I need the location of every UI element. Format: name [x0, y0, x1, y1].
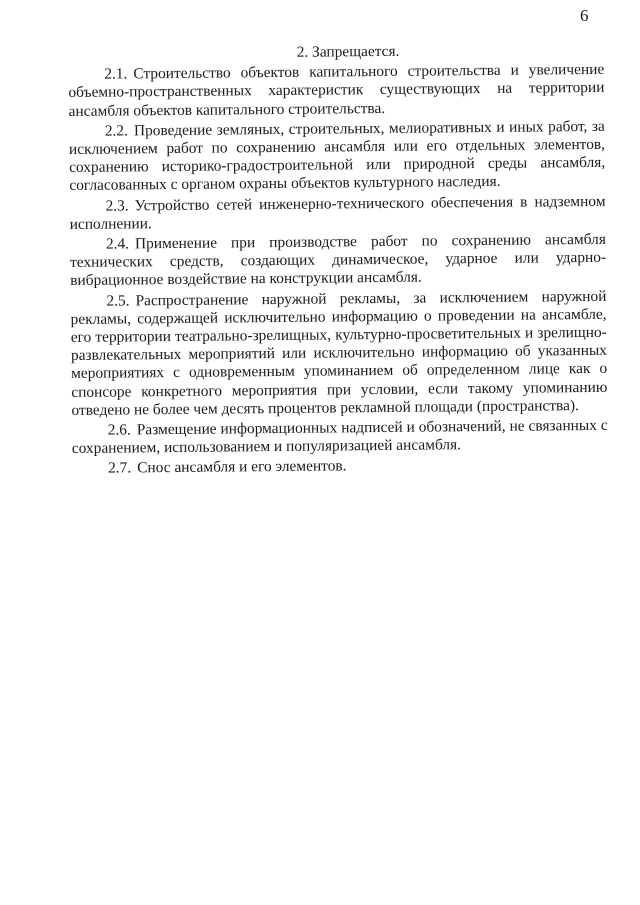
item-text: Устройство сетей инженерно-технического обеспечения в надземном исполнении. — [69, 192, 606, 233]
item-number: 2.5. — [106, 292, 130, 310]
item-text: Применение при производстве работ по сохранению ансамбля технических средств, создающих динамическое, ударное или ударно-вибрационное воздействие на конструкции ансамбля. — [69, 230, 607, 290]
list-item-2-7 — [72, 455, 608, 478]
list-item-2-6 — [72, 417, 608, 459]
list-item-2-1 — [68, 61, 604, 121]
item-number: 2.2. — [104, 122, 128, 140]
document-body — [68, 41, 608, 481]
item-number: 2.7. — [107, 459, 132, 478]
item-text: Проведение земляных, строительных, мелиоративных и иных работ, за исключением работ по сохранению ансамбля или его отдельных элементов, сохранению историко-градостроительной или природной среды ансамбля, согласованных с органом охраны объектов культурного наследия. — [68, 117, 606, 195]
item-number: 2.6. — [107, 421, 131, 439]
list-item-2-2 — [69, 118, 606, 196]
page-number: 6 — [580, 6, 589, 25]
item-number: 2.1. — [104, 65, 128, 83]
item-text: Строительство объектов капитального строительства и увеличение объемно-пространственных характеристик существующих на территории ансамбля объектов капитального строительства. — [68, 61, 605, 120]
item-number: 2.4. — [105, 235, 130, 253]
item-text: Снос ансамбля и его элементов. — [137, 457, 347, 477]
section-heading: 2. Запрещается. — [296, 42, 400, 61]
list-item-2-4 — [70, 231, 606, 291]
item-text: Размещение информационных надписей и обозначений, не связанных с сохранением, использованием и популяризацией ансамбля. — [71, 416, 608, 458]
item-text: Распространение наружной рекламы, за исключением наружной рекламы, содержащей исключительно информацию о проведении на ансамбле, его территории театрально-зрелищных, культурно-просветительных и зрелищно-развлекательных мероприятий или исключительно информацию об указанных мероприятиях с одновременным упоминанием об определенном лице как о спонсоре конкретного мероприятия при условии, если такому упоминанию отведено не более чем десять процентов рекламной площади (пространства). — [70, 287, 608, 419]
item-number: 2.3. — [105, 197, 129, 215]
list-item-2-3 — [69, 192, 605, 234]
list-item-2-5 — [70, 287, 607, 420]
